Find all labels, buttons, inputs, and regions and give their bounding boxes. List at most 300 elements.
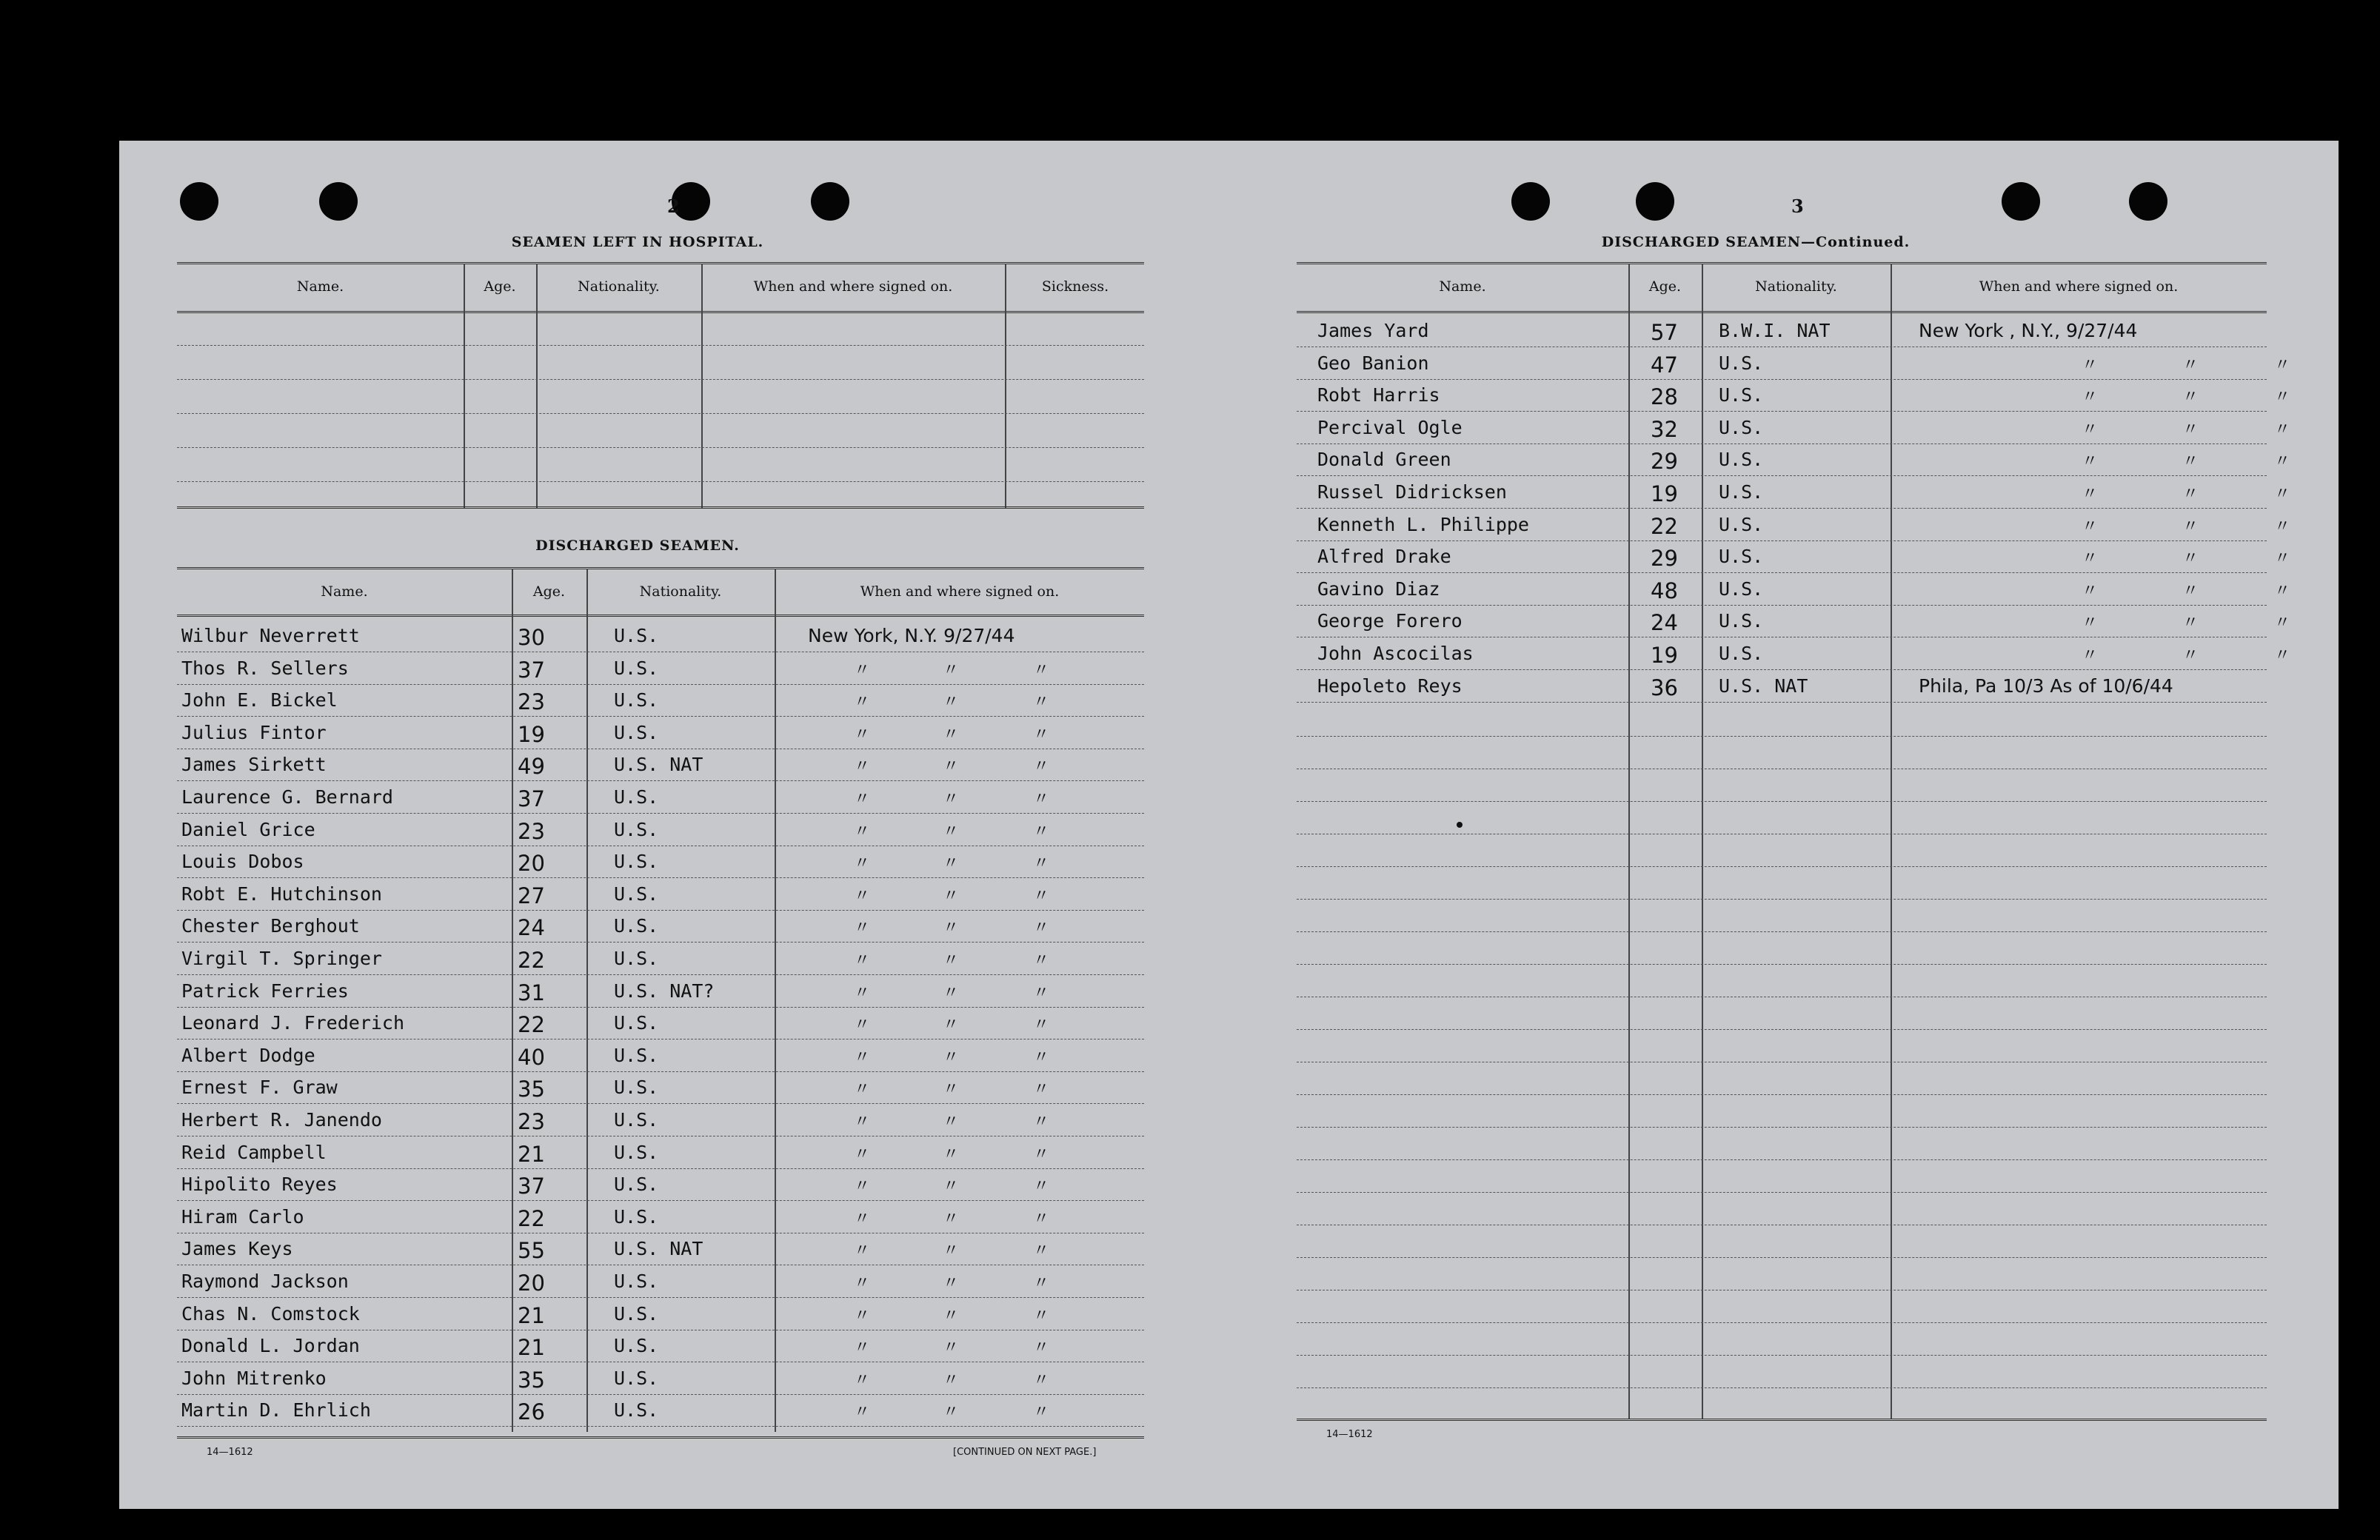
age-value: 47	[1651, 352, 1678, 378]
nationality-value: B.W.I. NAT	[1719, 320, 1831, 341]
ditto-mark: 〃	[2274, 485, 2291, 503]
age-value: 23	[518, 818, 545, 844]
ditto-mark: 〃	[1033, 1080, 1050, 1099]
ditto-mark: 〃	[854, 1145, 871, 1164]
row-line	[1297, 508, 2267, 509]
binder-hole	[2002, 182, 2040, 221]
row-line	[1297, 443, 2267, 444]
age-value: 22	[518, 1205, 545, 1231]
document-sheet	[119, 141, 2339, 1509]
age-value: 23	[518, 689, 545, 715]
seaman-name: John Mitrenko	[181, 1367, 327, 1389]
column-divider	[536, 264, 538, 508]
seaman-name: Virgil T. Springer	[181, 948, 382, 969]
age-value: 35	[518, 1367, 545, 1393]
row-line	[177, 447, 1144, 448]
table-row	[177, 977, 1144, 1010]
ditto-mark: 〃	[1033, 1370, 1050, 1390]
ditto-mark: 〃	[1033, 1339, 1050, 1358]
nationality-value: U.S.	[1719, 481, 1764, 503]
table-row	[177, 1365, 1144, 1397]
column-header: Name.	[1439, 278, 1486, 295]
binder-hole	[2129, 182, 2167, 221]
seaman-name: Chester Berghout	[181, 915, 360, 937]
seaman-name: John E. Bickel	[181, 689, 338, 712]
discharged-continued-heading: DISCHARGED SEAMEN—Continued.	[1601, 234, 1911, 250]
age-value: 19	[1651, 643, 1678, 668]
ditto-mark: 〃	[2082, 581, 2099, 600]
ditto-mark: 〃	[854, 886, 871, 905]
table-top-rule	[177, 567, 1144, 569]
seaman-name: Herbert R. Janendo	[181, 1109, 382, 1131]
ditto-mark: 〃	[943, 1242, 960, 1261]
blank-row-line	[1297, 866, 2267, 867]
nationality-value: U.S.	[1719, 546, 1764, 568]
seaman-name: Albert Dodge	[181, 1044, 315, 1066]
ditto-mark: 〃	[854, 919, 871, 938]
age-value: 21	[518, 1335, 545, 1361]
seaman-name: Percival Ogle	[1317, 416, 1463, 438]
ditto-mark: 〃	[2182, 517, 2199, 536]
row-line	[177, 1200, 1144, 1201]
nationality-value: U.S.	[614, 1077, 659, 1099]
table-row	[1297, 543, 2291, 575]
blank-row-line	[1297, 1322, 2267, 1323]
ditto-mark: 〃	[854, 854, 871, 874]
discharged-heading: DISCHARGED SEAMEN.	[535, 538, 740, 554]
table-row	[1297, 349, 2291, 382]
form-number: 14—1612	[1326, 1429, 1373, 1440]
table-row	[177, 1268, 1144, 1300]
column-header: When and where signed on.	[1979, 278, 2179, 295]
seaman-name: Chas N. Comstock	[181, 1302, 360, 1325]
row-line	[1297, 379, 2267, 380]
ditto-mark: 〃	[2082, 549, 2099, 569]
ditto-mark: 〃	[943, 757, 960, 777]
table-top-rule	[177, 262, 1144, 264]
seaman-name: James Yard	[1317, 320, 1429, 341]
ditto-mark: 〃	[943, 822, 960, 841]
header-bottom-rule	[1297, 311, 2267, 313]
nationality-value: U.S.	[614, 786, 659, 808]
ditto-mark: 〃	[2274, 420, 2291, 439]
ditto-mark: 〃	[854, 1048, 871, 1067]
seaman-name: Raymond Jackson	[181, 1270, 349, 1292]
table-row	[177, 1106, 1144, 1139]
age-value: 37	[518, 657, 545, 683]
column-header: Nationality.	[639, 583, 722, 600]
age-value: 22	[518, 948, 545, 973]
nationality-value: U.S.	[1719, 578, 1764, 600]
ditto-mark: 〃	[854, 660, 871, 680]
column-header: When and where signed on.	[860, 583, 1060, 600]
ditto-mark: 〃	[2082, 452, 2099, 472]
ditto-mark: 〃	[1033, 790, 1050, 808]
ditto-mark: 〃	[2274, 388, 2291, 407]
table-row	[177, 816, 1144, 848]
ditto-mark: 〃	[2082, 388, 2099, 407]
blank-row-line	[1297, 1029, 2267, 1030]
ditto-mark: 〃	[943, 1209, 960, 1228]
ditto-mark: 〃	[2274, 614, 2291, 633]
table-row	[177, 1235, 1144, 1268]
ditto-mark: 〃	[1033, 822, 1050, 841]
seaman-name: Reid Campbell	[181, 1141, 327, 1163]
ditto-mark: 〃	[1033, 693, 1050, 712]
ditto-mark: 〃	[943, 1306, 960, 1325]
age-value: 24	[518, 915, 545, 941]
nationality-value: U.S.	[1719, 449, 1764, 471]
age-value: 32	[1651, 416, 1678, 442]
age-value: 19	[1651, 481, 1678, 506]
ditto-mark: 〃	[943, 1016, 960, 1035]
age-value: 22	[518, 1012, 545, 1038]
ditto-mark: 〃	[943, 1113, 960, 1131]
ditto-mark: 〃	[1033, 1242, 1050, 1261]
ditto-mark: 〃	[854, 725, 871, 744]
ditto-mark: 〃	[854, 822, 871, 841]
column-header: Age.	[1648, 278, 1682, 295]
blank-row-line	[1297, 931, 2267, 932]
age-value: 30	[518, 625, 545, 650]
nationality-value: U.S.	[1719, 384, 1764, 406]
nationality-value: U.S.	[614, 851, 659, 873]
hospital-heading: SEAMEN LEFT IN HOSPITAL.	[511, 234, 764, 250]
column-header: Nationality.	[578, 278, 660, 295]
age-value: 21	[518, 1141, 545, 1167]
blank-row-line	[1297, 1127, 2267, 1128]
ditto-mark: 〃	[2182, 614, 2199, 633]
row-line	[177, 716, 1144, 717]
row-line	[177, 1168, 1144, 1169]
age-value: 49	[518, 754, 545, 780]
ditto-mark: 〃	[943, 660, 960, 680]
ditto-mark: 〃	[943, 919, 960, 938]
age-value: 20	[518, 851, 545, 877]
form-number: 14—1612	[207, 1447, 253, 1458]
row-line	[1297, 411, 2267, 412]
nationality-value: U.S.	[614, 948, 659, 969]
row-line	[1297, 605, 2267, 606]
table-row	[177, 1332, 1144, 1365]
ditto-mark: 〃	[1033, 854, 1050, 874]
table-row	[177, 1009, 1144, 1042]
ditto-mark: 〃	[2274, 517, 2291, 536]
ditto-mark: 〃	[943, 1403, 960, 1422]
ditto-mark: 〃	[1033, 1113, 1050, 1131]
ditto-mark: 〃	[2082, 355, 2099, 375]
age-value: 27	[518, 883, 545, 908]
seaman-name: George Forero	[1317, 610, 1463, 632]
row-line	[177, 481, 1144, 482]
blank-row-line	[1297, 1387, 2267, 1388]
seaman-name: Laurence G. Bernard	[181, 786, 393, 808]
row-line	[1297, 669, 2267, 670]
table-row	[177, 1042, 1144, 1074]
ditto-mark: 〃	[2182, 420, 2199, 439]
age-value: 21	[518, 1302, 545, 1328]
column-divider	[1005, 264, 1006, 508]
nationality-value: U.S.	[614, 883, 659, 905]
ditto-mark: 〃	[943, 693, 960, 712]
nationality-value: U.S.	[1719, 352, 1764, 374]
speck	[1457, 822, 1463, 828]
ditto-mark: 〃	[854, 983, 871, 1002]
table-row	[177, 783, 1144, 816]
column-header: Age.	[532, 583, 566, 600]
row-line	[177, 379, 1144, 380]
ditto-mark: 〃	[1033, 1306, 1050, 1325]
ditto-mark: 〃	[2182, 452, 2199, 472]
ditto-mark: 〃	[854, 693, 871, 712]
seaman-name: Geo Banion	[1317, 352, 1429, 374]
table-row	[177, 1300, 1144, 1333]
blank-row-line	[1297, 1355, 2267, 1356]
ditto-mark: 〃	[854, 951, 871, 970]
seaman-name: Hepoleto Reys	[1317, 674, 1463, 697]
ditto-mark: 〃	[1033, 919, 1050, 938]
column-header: When and where signed on.	[753, 278, 953, 295]
nationality-value: U.S. NAT	[614, 1238, 703, 1260]
signed-on-value: New York , N.Y., 9/27/44	[1919, 320, 2138, 341]
age-value: 31	[518, 980, 545, 1005]
ditto-mark: 〃	[1033, 1016, 1050, 1035]
ditto-mark: 〃	[2182, 388, 2199, 407]
header-bottom-rule	[177, 311, 1144, 313]
table-row	[1297, 511, 2291, 543]
ditto-mark: 〃	[943, 983, 960, 1002]
row-line	[177, 910, 1144, 911]
seaman-name: John Ascocilas	[1317, 643, 1474, 664]
nationality-value: U.S.	[614, 1044, 659, 1066]
table-row	[1297, 607, 2291, 640]
ditto-mark: 〃	[2082, 485, 2099, 503]
age-value: 48	[1651, 578, 1678, 603]
seaman-name: Robt E. Hutchinson	[181, 883, 382, 905]
age-value: 40	[518, 1044, 545, 1070]
row-line	[177, 1007, 1144, 1008]
ditto-mark: 〃	[854, 790, 871, 808]
age-value: 20	[518, 1270, 545, 1296]
row-line	[177, 813, 1144, 814]
page-number-right: 3	[1791, 195, 1804, 217]
table-row	[177, 719, 1144, 751]
seaman-name: Leonard J. Frederich	[181, 1012, 405, 1034]
table-row	[177, 848, 1144, 880]
ditto-mark: 〃	[943, 951, 960, 970]
age-value: 37	[518, 1174, 545, 1199]
ditto-mark: 〃	[1033, 886, 1050, 905]
table-row	[177, 945, 1144, 977]
age-value: 29	[1651, 546, 1678, 572]
nationality-value: U.S.	[614, 1399, 659, 1422]
nationality-value: U.S.	[1719, 513, 1764, 535]
nationality-value: U.S.	[614, 1174, 659, 1196]
blank-row-line	[1297, 801, 2267, 802]
age-value: 22	[1651, 513, 1678, 539]
age-value: 29	[1651, 449, 1678, 475]
nationality-value: U.S.	[614, 625, 659, 646]
ditto-mark: 〃	[854, 1113, 871, 1131]
binder-hole	[319, 182, 358, 221]
row-line	[177, 345, 1144, 346]
page-number-left: 2	[667, 195, 680, 217]
ditto-mark: 〃	[1033, 983, 1050, 1002]
binder-hole	[180, 182, 218, 221]
table-row	[1297, 446, 2291, 478]
table-top-rule	[1297, 262, 2267, 264]
row-line	[177, 1394, 1144, 1395]
table-row	[177, 686, 1144, 719]
seaman-name: Hiram Carlo	[181, 1205, 304, 1228]
table-row	[177, 1139, 1144, 1171]
ditto-mark: 〃	[2082, 420, 2099, 439]
row-line	[177, 974, 1144, 975]
nationality-value: U.S.	[614, 818, 659, 840]
ditto-mark: 〃	[943, 790, 960, 808]
ditto-mark: 〃	[2182, 646, 2199, 665]
seaman-name: Donald Green	[1317, 449, 1451, 471]
table-row	[177, 751, 1144, 783]
row-line	[177, 1426, 1144, 1427]
ditto-mark: 〃	[2274, 549, 2291, 569]
seaman-name: Hipolito Reyes	[181, 1174, 338, 1196]
continued-note: [CONTINUED ON NEXT PAGE.]	[953, 1447, 1097, 1458]
ditto-mark: 〃	[2274, 355, 2291, 375]
seaman-name: James Sirkett	[181, 754, 327, 776]
row-line	[177, 684, 1144, 685]
row-line	[1297, 346, 2267, 347]
row-line	[1297, 702, 2267, 703]
nationality-value: U.S.	[1719, 416, 1764, 438]
ditto-mark: 〃	[1033, 725, 1050, 744]
nationality-value: U.S. NAT	[614, 754, 703, 776]
ditto-mark: 〃	[2082, 614, 2099, 633]
seaman-name: Russel Didricksen	[1317, 481, 1507, 503]
ditto-mark: 〃	[943, 1274, 960, 1293]
seaman-name: Donald L. Jordan	[181, 1335, 360, 1357]
column-header: Age.	[484, 278, 516, 295]
ditto-mark: 〃	[943, 854, 960, 874]
ditto-mark: 〃	[2182, 485, 2199, 503]
seaman-name: Julius Fintor	[181, 721, 327, 743]
row-line	[177, 1103, 1144, 1104]
ditto-mark: 〃	[2082, 646, 2099, 665]
table-row	[1297, 381, 2291, 414]
ditto-mark: 〃	[943, 1339, 960, 1358]
row-line	[177, 780, 1144, 781]
nationality-value: U.S.	[614, 915, 659, 937]
row-line	[1297, 475, 2267, 476]
seaman-name: James Keys	[181, 1238, 293, 1260]
nationality-value: U.S.	[614, 689, 659, 712]
nationality-value: U.S.	[614, 1302, 659, 1325]
blank-row-line	[1297, 899, 2267, 900]
age-value: 23	[518, 1109, 545, 1134]
age-value: 55	[518, 1238, 545, 1264]
column-divider	[701, 264, 703, 508]
ditto-mark: 〃	[1033, 757, 1050, 777]
seaman-name: Alfred Drake	[1317, 546, 1451, 568]
age-value: 19	[518, 721, 545, 747]
age-value: 24	[1651, 610, 1678, 636]
nationality-value: U.S.	[614, 1012, 659, 1034]
blank-row-line	[1297, 736, 2267, 737]
nationality-value: U.S.	[614, 721, 659, 743]
row-line	[177, 942, 1144, 943]
ditto-mark: 〃	[854, 1209, 871, 1228]
row-line	[177, 877, 1144, 878]
ditto-mark: 〃	[854, 1016, 871, 1035]
table-row	[177, 1203, 1144, 1236]
ditto-mark: 〃	[854, 1339, 871, 1358]
signed-on-value: New York, N.Y. 9/27/44	[808, 625, 1015, 646]
nationality-value: U.S.	[614, 1270, 659, 1292]
table-row	[1297, 414, 2291, 446]
seaman-name: Louis Dobos	[181, 851, 304, 873]
nationality-value: U.S.	[614, 1205, 659, 1228]
binder-hole	[811, 182, 849, 221]
ditto-mark: 〃	[854, 1306, 871, 1325]
ditto-mark: 〃	[2082, 517, 2099, 536]
age-value: 36	[1651, 674, 1678, 700]
ditto-mark: 〃	[1033, 660, 1050, 680]
ditto-mark: 〃	[943, 886, 960, 905]
nationality-value: U.S.	[614, 1141, 659, 1163]
table-row	[177, 880, 1144, 913]
nationality-value: U.S.	[614, 1367, 659, 1389]
nationality-value: U.S.	[614, 1335, 659, 1357]
blank-row-line	[1297, 1094, 2267, 1095]
table-bottom-rule	[177, 1436, 1144, 1439]
seaman-name: Patrick Ferries	[181, 980, 349, 1002]
ditto-mark: 〃	[2274, 581, 2291, 600]
ditto-mark: 〃	[854, 1403, 871, 1422]
ditto-mark: 〃	[2274, 646, 2291, 665]
row-line	[177, 1039, 1144, 1040]
table-bottom-rule	[177, 506, 1144, 509]
ditto-mark: 〃	[2274, 452, 2291, 472]
table-row	[177, 1074, 1144, 1106]
seaman-name: Robt Harris	[1317, 384, 1440, 406]
nationality-value: U.S.	[1719, 610, 1764, 632]
column-header: Sickness.	[1041, 278, 1109, 295]
seaman-name: Martin D. Ehrlich	[181, 1399, 371, 1422]
row-line	[1297, 572, 2267, 573]
blank-row-line	[1297, 1192, 2267, 1193]
signed-on-value: Phila, Pa 10/3 As of 10/6/44	[1919, 674, 2173, 697]
ditto-mark: 〃	[854, 1177, 871, 1196]
ditto-mark: 〃	[1033, 1177, 1050, 1196]
ditto-mark: 〃	[943, 1177, 960, 1196]
binder-hole	[1636, 182, 1674, 221]
seaman-name: Ernest F. Graw	[181, 1077, 338, 1099]
ditto-mark: 〃	[1033, 951, 1050, 970]
nationality-value: U.S.	[614, 657, 659, 679]
nationality-value: U.S. NAT	[1719, 674, 1808, 697]
binder-hole	[1511, 182, 1550, 221]
table-row	[177, 622, 1144, 654]
age-value: 57	[1651, 320, 1678, 345]
column-header: Name.	[321, 583, 368, 600]
table-bottom-rule	[1297, 1419, 2267, 1421]
ditto-mark: 〃	[1033, 1403, 1050, 1422]
age-value: 28	[1651, 384, 1678, 410]
ditto-mark: 〃	[2182, 581, 2199, 600]
table-row	[1297, 317, 2267, 349]
ditto-mark: 〃	[943, 1370, 960, 1390]
ditto-mark: 〃	[854, 1370, 871, 1390]
